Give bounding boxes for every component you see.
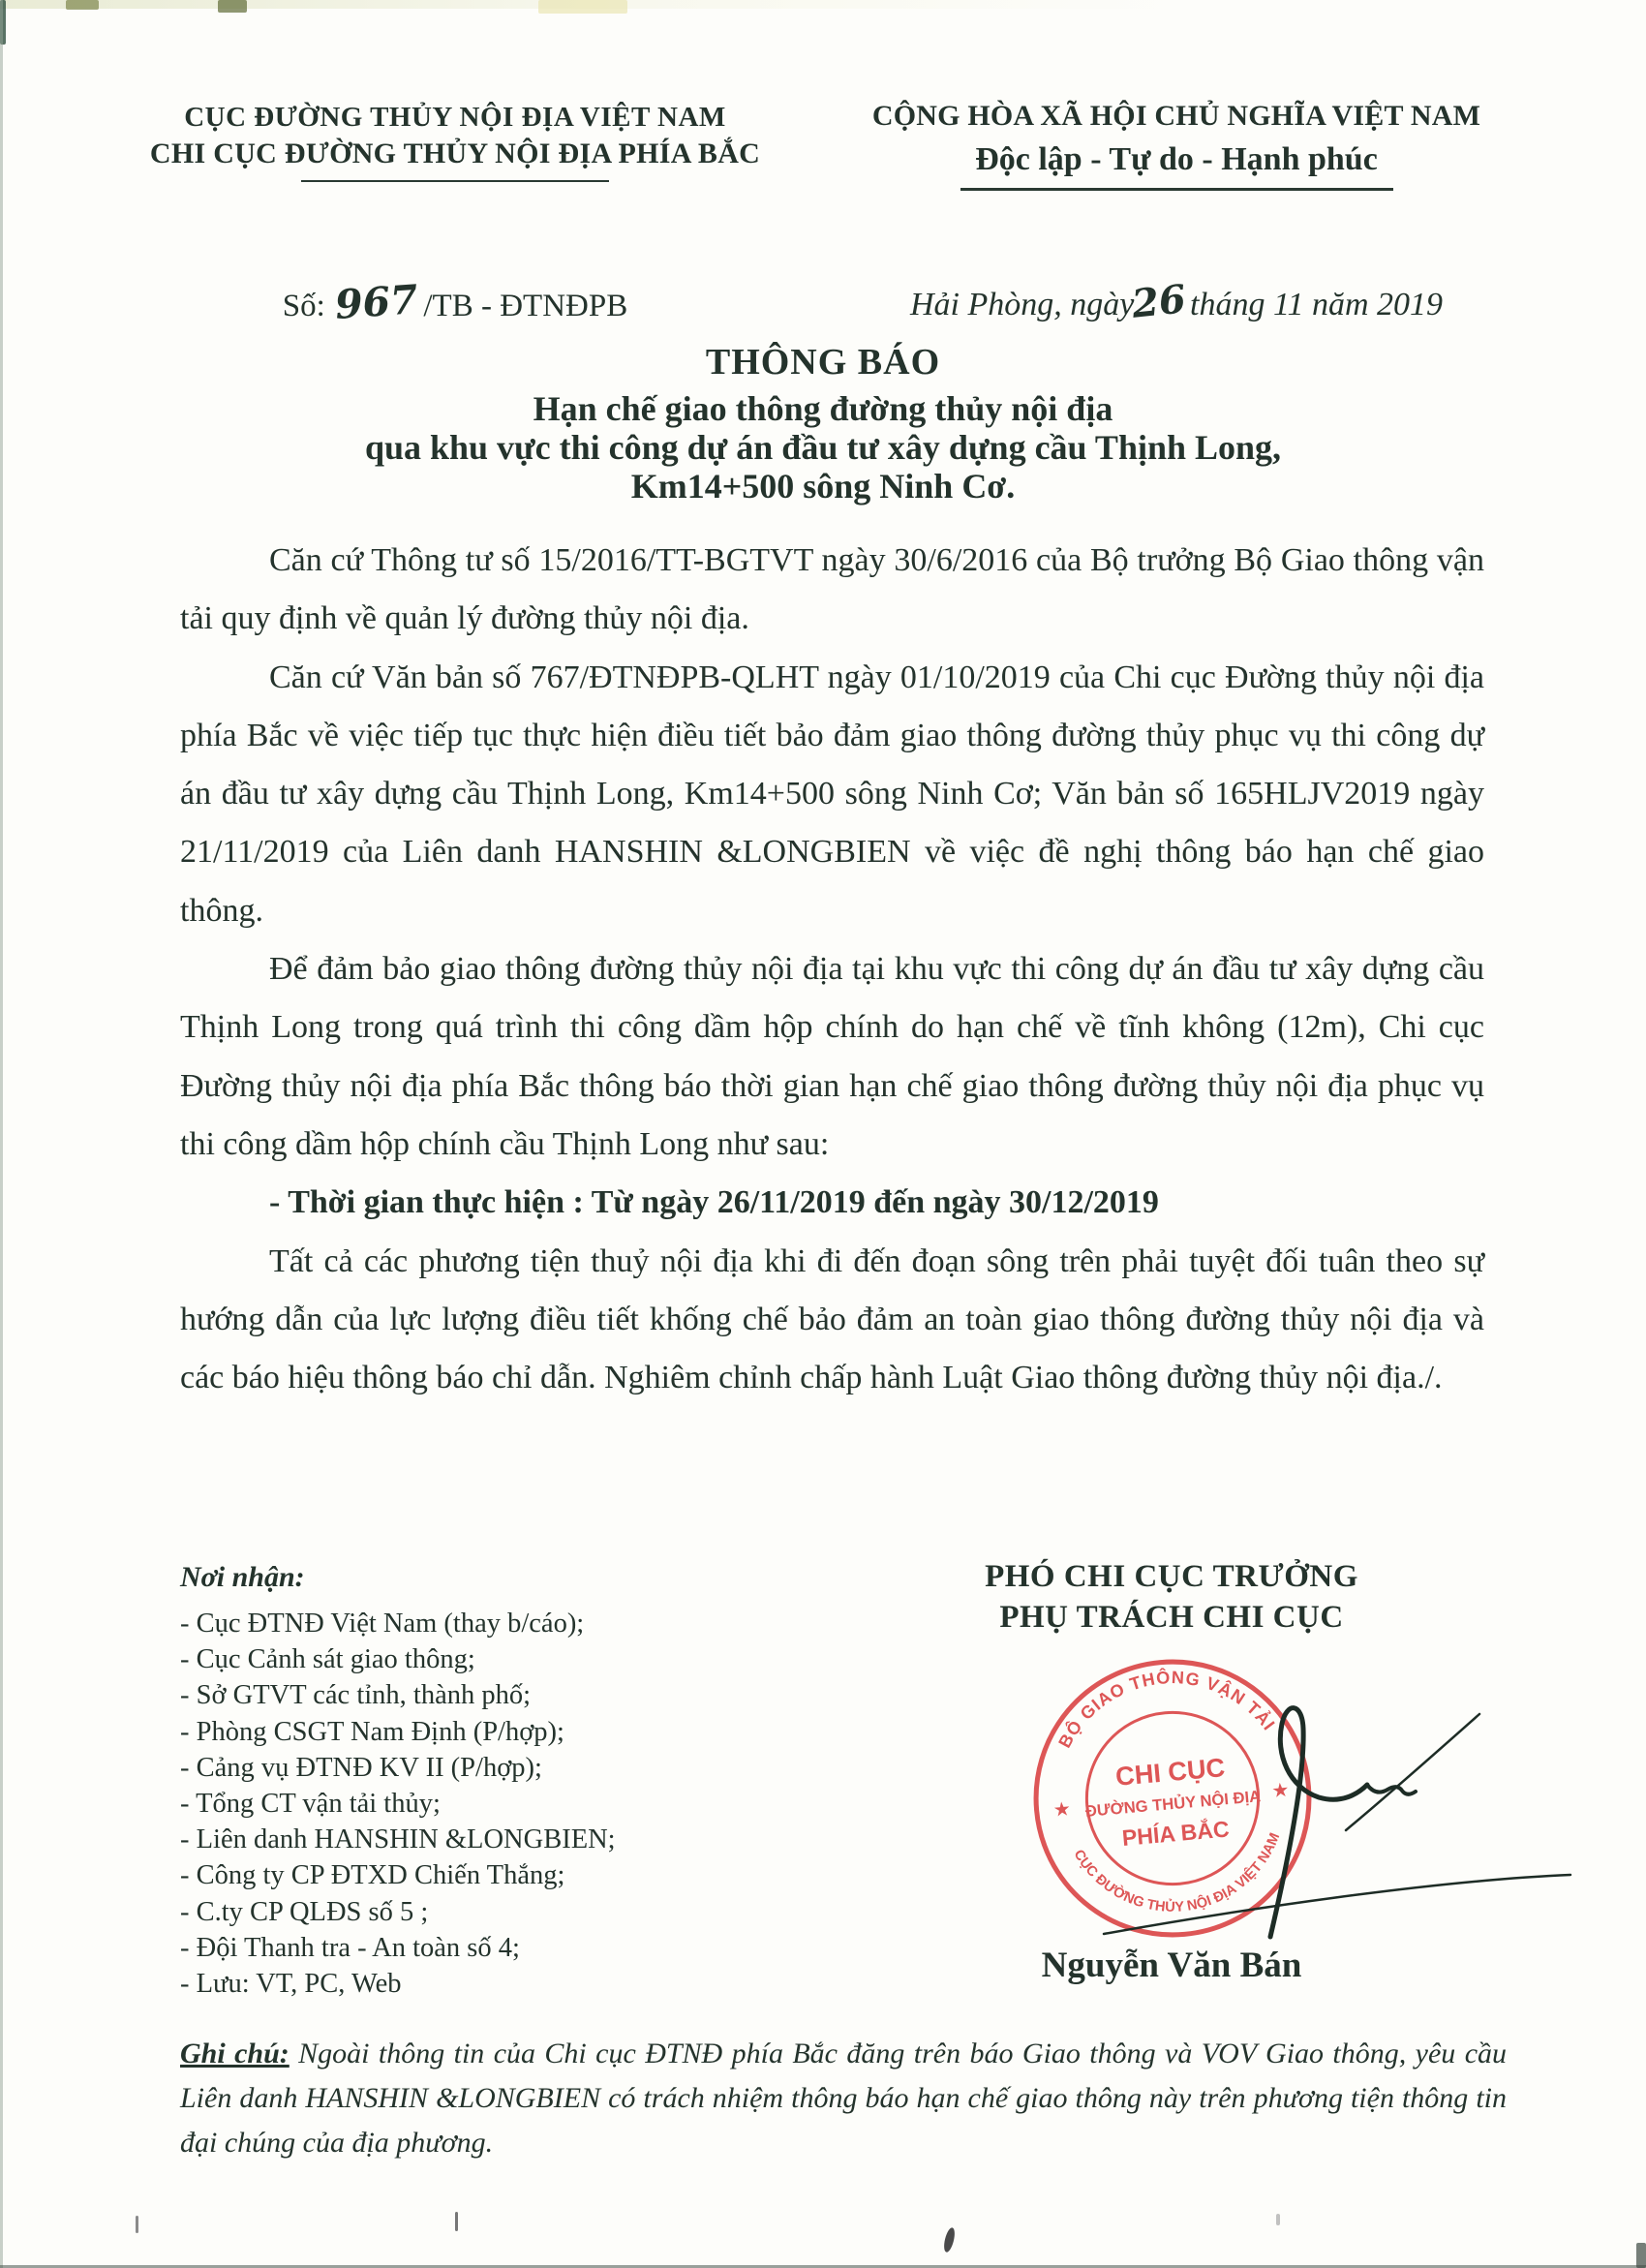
- signer-position-line1: PHÓ CHI CỤC TRƯỞNG: [985, 1559, 1358, 1594]
- footnote: [180, 2032, 1507, 2165]
- document-type-title: THÔNG BÁO: [705, 342, 941, 383]
- recipient-item: - C.ty CP QLĐS số 5 ;: [180, 1896, 429, 1927]
- scan-speck: [538, 0, 627, 14]
- agency-name: CHI CỤC ĐƯỜNG THỦY NỘI ĐỊA PHÍA BẮC: [149, 138, 761, 170]
- recipient-item: - Công ty CP ĐTXD Chiến Thắng;: [180, 1860, 565, 1891]
- stamp-bottom-arc-text: CỤC ĐƯỜNG THỦY NỘI ĐỊA VIỆT NAM: [1070, 1830, 1284, 1916]
- paragraph-instructions: Tất cả các phương tiện thuỷ nội địa khi đi đến đoạn sông trên phải tuyệt đối tuân theo sự hướng dẫn của lực lượng điều tiết khống chế bảo đảm an toàn giao thông đường thủy nội địa và các báo hiệu thông báo chỉ dẫn. Nghiêm chỉnh chấp hành Luật Giao thông đường thủy nội địa./.: [180, 1242, 1484, 1396]
- stamp-top-arc-text: BỘ GIAO THÔNG VẬN TẢI: [1054, 1668, 1279, 1752]
- stamp-center-line1: CHI CỤC: [1113, 1752, 1227, 1792]
- stamp-center-line3: PHÍA BẮC: [1120, 1816, 1231, 1851]
- dateline-pre: Hải Phòng, ngày: [909, 287, 1135, 322]
- recipient-item: - Phòng CSGT Nam Định (P/hợp);: [180, 1716, 564, 1747]
- country-title: CỘNG HÒA XÃ HỘI CHỦ NGHĨA VIỆT NAM: [871, 100, 1481, 132]
- scan-speck: [455, 2212, 458, 2231]
- agency-underline: [301, 180, 609, 182]
- signer-name: Nguyễn Văn Bán: [1041, 1946, 1302, 1985]
- recipient-item: - Cục ĐTNĐ Việt Nam (thay b/cáo);: [180, 1609, 585, 1639]
- national-motto-block: [842, 97, 1510, 191]
- doc-number-suffix: /TB - ĐTNĐPB: [423, 289, 628, 323]
- scan-speck: [1636, 2243, 1646, 2268]
- title-subline-3: Km14+500 sông Ninh Cơ.: [630, 467, 1016, 506]
- recipients-block: [180, 1561, 780, 2002]
- scan-speck: [66, 0, 99, 10]
- motto: Độc lập - Tự do - Hạnh phúc: [975, 141, 1378, 177]
- dateline-post: tháng 11 năm 2019: [1190, 287, 1443, 322]
- paragraph-time-period: - Thời gian thực hiện : Từ ngày 26/11/2019 đến ngày 30/12/2019: [269, 1184, 1159, 1221]
- doc-number-prefix: Số:: [282, 289, 325, 323]
- parent-agency-name: CỤC ĐƯỜNG THỦY NỘI ĐỊA VIỆT NAM: [184, 102, 726, 133]
- recipient-item: - Cục Cảnh sát giao thông;: [180, 1644, 475, 1675]
- paragraph-announcement: Để đảm bảo giao thông đường thủy nội địa tại khu vực thi công dự án đầu tư xây dựng cầu Thịnh Long trong quá trình thi công dầm hộp chính do hạn chế về tĩnh không (12m), Chi cục Đường thủy nội địa phía Bắc thông báo thời gian hạn chế giao thông đường thủy nội địa phục vụ thi công dầm hộp chính cầu Thịnh Long như sau:: [180, 951, 1484, 1162]
- document-title-block: [0, 341, 1646, 506]
- title-subline-1: Hạn chế giao thông đường thủy nội địa: [533, 389, 1113, 428]
- title-subline-2: qua khu vực thi công dự án đầu tư xây dựng cầu Thịnh Long,: [364, 428, 1282, 467]
- scan-speck: [942, 2226, 957, 2253]
- recipients-heading: Nơi nhận:: [180, 1561, 305, 1593]
- recipient-item: - Đội Thanh tra - An toàn số 4;: [180, 1932, 520, 1963]
- recipient-item: - Cảng vụ ĐTNĐ KV II (P/hợp);: [180, 1752, 542, 1783]
- scan-speck: [1276, 2214, 1280, 2225]
- recipient-item: - Lưu: VT, PC, Web: [180, 1969, 402, 2000]
- official-red-stamp: [1014, 1640, 1330, 1956]
- document-number: [136, 276, 775, 328]
- svg-text:BỘ GIAO THÔNG VẬN TẢI: [1049, 1658, 1279, 1753]
- dateline-day-handwritten: 26: [1130, 276, 1189, 327]
- motto-underline: [960, 188, 1393, 191]
- stamp-center-line2: ĐƯỜNG THỦY NỘI ĐỊA: [1084, 1787, 1262, 1821]
- paragraph-legal-basis-1: Căn cứ Thông tư số 15/2016/TT-BGTVT ngày 30/6/2016 của Bộ trưởng Bộ Giao thông vận tải quy định về quản lý đường thủy nội địa.: [180, 542, 1484, 637]
- signer-position-line2: PHỤ TRÁCH CHI CỤC: [999, 1600, 1344, 1635]
- scan-speck: [136, 2216, 138, 2233]
- scan-speck: [218, 0, 247, 13]
- doc-number-handwritten: 967: [333, 276, 419, 328]
- stamp-star-right: ★: [1270, 1779, 1291, 1803]
- recipient-item: - Sở GTVT các tỉnh, thành phố;: [180, 1680, 532, 1711]
- document-body: [180, 532, 1484, 1407]
- recipient-item: - Tổng CT vận tải thủy;: [180, 1789, 441, 1820]
- paragraph-legal-basis-2: Căn cứ Văn bản số 767/ĐTNĐPB-QLHT ngày 01/10/2019 của Chi cục Đường thủy nội địa phía Bắc về việc tiếp tục thực hiện điều tiết bảo đảm giao thông đường thủy phục vụ thi công dự án đầu tư xây dựng cầu Thịnh Long, Km14+500 sông Ninh Cơ; Văn bản số 165HLJV2019 ngày 21/11/2019 của Liên danh HANSHIN &LONGBIEN về việc đề nghị thông báo hạn chế giao thông.: [180, 659, 1484, 929]
- recipient-item: - Liên danh HANSHIN &LONGBIEN;: [180, 1824, 616, 1855]
- footnote-label: Ghi chú:: [180, 2038, 290, 2069]
- stamp-star-left: ★: [1052, 1798, 1072, 1822]
- footnote-text: Ngoài thông tin của Chi cục ĐTNĐ phía Bắc đăng trên báo Giao thông và VOV Giao thông, yêu cầu Liên danh HANSHIN &LONGBIEN có trách nhiệm thông báo hạn chế giao thông này trên phương tiện thông tin đại chúng của địa phương.: [180, 2038, 1508, 2159]
- issuing-agency-block: [136, 100, 775, 182]
- scan-artifact-top-strip: [0, 0, 1646, 9]
- place-and-date: [842, 276, 1510, 327]
